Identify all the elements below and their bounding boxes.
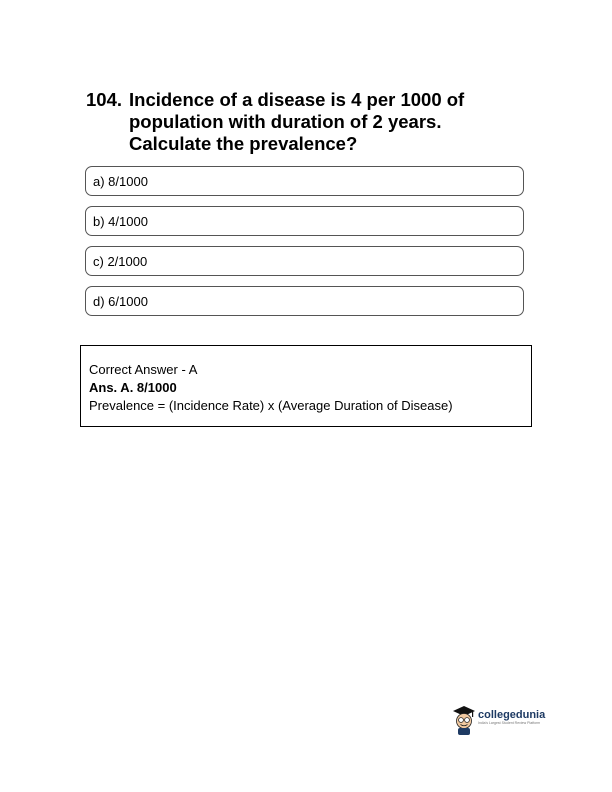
explanation-line: Prevalence = (Incidence Rate) x (Average Duration of Disease) (89, 398, 453, 413)
option-a[interactable]: a) 8/1000 (85, 166, 524, 196)
logo-name: collegedunia (478, 709, 546, 721)
question (86, 89, 526, 155)
question-number: 104. (86, 89, 123, 110)
graduate-mascot-icon (452, 705, 476, 735)
option-b[interactable]: b) 4/1000 (85, 206, 524, 236)
collegedunia-logo (452, 705, 564, 741)
option-c[interactable]: c) 2/1000 (85, 246, 524, 276)
answer-box (80, 345, 532, 427)
question-text: Incidence of a disease is 4 per 1000 of population with duration of 2 years. Calculate the prevalence? (129, 89, 465, 154)
option-d[interactable]: d) 6/1000 (85, 286, 524, 316)
correct-answer-line: Correct Answer - A (89, 362, 198, 377)
logo-tagline: India's Largest Student Review Platform (478, 721, 541, 725)
answer-line: Ans. A. 8/1000 (89, 380, 177, 395)
